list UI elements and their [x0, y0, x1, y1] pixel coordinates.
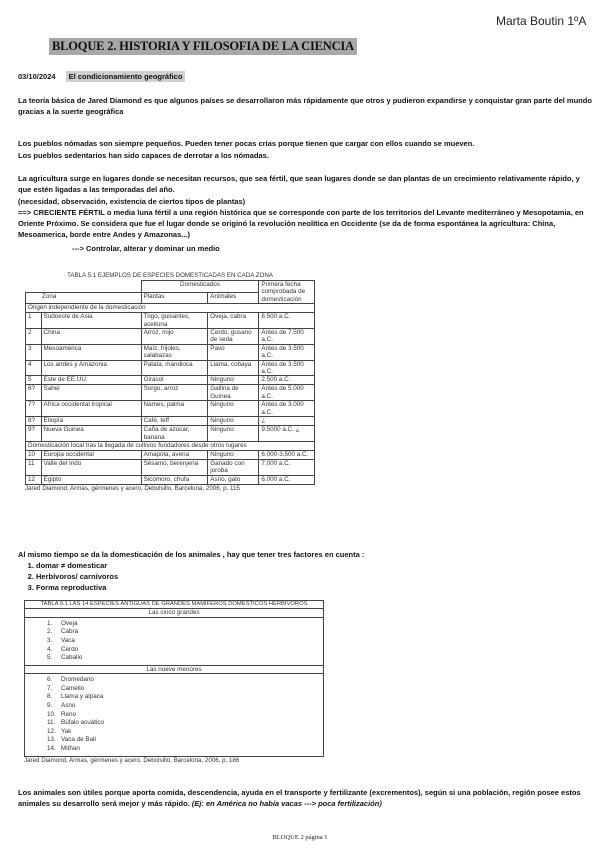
list-number: 11.	[47, 719, 56, 727]
table1-cell-fecha: 9.5000 a.C. ¿	[259, 426, 315, 442]
table1-cell-plantas: Maíz, frijoles, calabazas	[141, 344, 208, 360]
table1-cell-plantas: Ñames, palma	[141, 401, 208, 417]
agriculture-note: (necesidad, observación, existencia de ciertos tipos de plantas)	[18, 197, 246, 206]
list-number: 6.	[47, 676, 53, 684]
list-number: 10.	[47, 710, 56, 718]
table1-cell-n: 3	[26, 344, 42, 360]
table1-row	[26, 401, 315, 417]
table1-first-date-header: Primera fecha comprobada de domesticación	[259, 281, 315, 304]
table1-cell-zona: Sudoeste de Asia	[41, 313, 141, 329]
table1-cell-plantas: Sésamo, berenjena	[141, 459, 208, 475]
table1-cell-fecha: Antes de 3.500 a.C.	[259, 344, 315, 360]
table1-animals-header: Animales	[208, 292, 259, 304]
table1-cell-n: 7?	[26, 401, 42, 417]
table1-cell-animales: Oveja, cabra	[208, 313, 259, 329]
table1-section-row	[26, 441, 315, 450]
control-note: ---> Controlar, alterar y dominar un medio	[72, 244, 220, 253]
table1-cell-zona: Europa occidental	[41, 450, 141, 459]
table1-cell-animales: Llama, cobaya	[208, 360, 259, 376]
table1-cell-animales: Ninguno	[208, 376, 259, 385]
list-text: Yak	[61, 727, 72, 735]
table1-cell-zona: Sahel	[41, 385, 141, 401]
table1-cell-fecha: 2.500 a.C.	[259, 376, 315, 385]
table1-cell-zona: Nueva Guinea	[41, 426, 141, 442]
table1-cell-fecha: ¿	[259, 417, 315, 426]
table2-list-item	[47, 646, 323, 655]
page-footer: BLOQUE 2 página 1	[272, 834, 328, 841]
date-line	[18, 72, 185, 81]
table1-title: TABLA 5.1 EJEMPLOS DE ESPECIES DOMESTICADAS EN CADA ZONA	[67, 272, 273, 279]
table1-cell-zona: Los andes y Amazonia	[41, 360, 141, 376]
list-number: 9.	[47, 701, 53, 709]
table2-list-item	[47, 654, 323, 663]
table1-cell-zona: Este de EE.UU.	[41, 376, 141, 385]
list-text: Camello	[61, 684, 85, 692]
conclusion-paragraph	[18, 787, 594, 809]
table2-list-item	[47, 711, 323, 720]
conclusion-text: Los animales son útiles porque aporta comida, descendencia, ayuda en el transporte y fertilizante (excrementos), según si una población, región posee estos animales su desarrollo será mejor y más rápido.	[18, 788, 581, 808]
date: 03/10/2024	[18, 72, 56, 81]
table2-list-item	[47, 736, 323, 745]
table1-cell-n: 11	[26, 459, 42, 475]
table1-cell-zona: Mesoamérica	[41, 344, 141, 360]
list-text: Llama y alpaca	[61, 693, 104, 701]
table1-cell-zona: Etiopía	[41, 417, 141, 426]
table1-cell-animales: Cerdo, gusano de seda	[208, 329, 259, 345]
table1-cell-fecha: 6.000 a.C.	[259, 475, 315, 484]
table1-group-row	[26, 281, 315, 293]
list-text: Oveja	[61, 619, 78, 627]
table1-cell-plantas: Café, teff	[141, 417, 208, 426]
table1-cell-fecha: Antes de 7.500 a.C.	[259, 329, 315, 345]
list-text: Dromedario	[61, 676, 94, 684]
table1-cell-n: 4	[26, 360, 42, 376]
table1-cell-plantas: Arroz, mijo	[141, 329, 208, 345]
list-number: 4.	[47, 645, 53, 653]
list-text: Caballo	[61, 654, 83, 662]
table2-list1-cell	[25, 617, 324, 665]
table1-cell-fecha: Antes de 3.500 a.C.	[259, 360, 315, 376]
table1-row	[26, 329, 315, 345]
table2-list-item	[47, 628, 323, 637]
table1-row	[26, 376, 315, 385]
table2-title: TABLA 9.1 LAS 14 ESPECIES ANTIGUAS DE GRANDES MAMÍFEROS DOMÉSTICOS HERBÍVOROS	[25, 601, 324, 609]
list-number: 2.	[47, 628, 53, 636]
conclusion-example: (Ej: en América no había vacas ---> poca fertilización)	[191, 799, 382, 808]
herbivores-table	[24, 600, 324, 757]
table2-list-item	[47, 637, 323, 646]
factors-list	[22, 560, 598, 593]
table1-cell-n: 9?	[26, 426, 42, 442]
table1-row	[26, 459, 315, 475]
list-number: 3.	[47, 637, 53, 644]
table2-list-item	[47, 719, 323, 728]
agriculture-paragraph: La agricultura surge en lugares donde se necesitan recursos, que sea fértil, que sean lugares donde se dan plantas de un crecimiento relativamente rápido, y que estén ligadas a las temporadas del año.	[18, 174, 580, 194]
table1-zone-header: Zona	[26, 292, 142, 304]
list-text: Asno	[61, 701, 76, 709]
table1-row	[26, 344, 315, 360]
table1-cell-plantas: Trigo, guisantes, aceituna	[141, 313, 208, 329]
table1-cell-fecha: Antes de 3.000 a.C.	[259, 401, 315, 417]
table1-cell-fecha: 8.500 a.C.	[259, 313, 315, 329]
table1-cell-plantas: Amapola, avena	[141, 450, 208, 459]
table2-group1: Las cinco grandes	[25, 609, 324, 617]
domestication-table	[25, 280, 315, 485]
list-text: Vaca	[61, 637, 75, 644]
table2-list-item	[47, 702, 323, 711]
table1-row	[26, 426, 315, 442]
table1-cell-animales: Ninguno	[208, 450, 259, 459]
table1-row	[26, 417, 315, 426]
list-number: 8.	[47, 693, 53, 701]
table1-cell-plantas: Sorgo, arroz	[141, 385, 208, 401]
sedentary-paragraph: Los pueblos sedentarios han sido capaces de derrotar a los nómadas.	[18, 151, 269, 160]
list-number: 5.	[47, 654, 53, 662]
table1-cell-plantas: Girasol	[141, 376, 208, 385]
table1-cell-animales: Ninguno	[208, 426, 259, 442]
factor-item: 2. Herbívoros/ carnívoros	[36, 571, 598, 582]
table1-cell-n: 8?	[26, 417, 42, 426]
table1-cell-n: 2	[26, 329, 42, 345]
domestication-table-wrapper	[25, 272, 315, 492]
intro-paragraph: La teoría básica de Jared Diamond es que algunos países se desarrollaron más rápidamente que otros y pudieron expandirse y conquistar gran parte del mundo gracias a la suerte geográfica	[18, 96, 592, 116]
list-number: 13.	[47, 736, 56, 744]
table1-cell-n: 5	[26, 376, 42, 385]
table1-row	[26, 385, 315, 401]
table2-group2: Las nueve menores	[25, 665, 324, 673]
table1-row	[26, 313, 315, 329]
table1-cell-fecha: Antes de 5.000 a.C.	[259, 385, 315, 401]
table2-list-item	[47, 745, 323, 754]
table1-cell-fecha: 7.000 a.C.	[259, 459, 315, 475]
table1-cell-plantas: Caña de azúcar, banana	[141, 426, 208, 442]
table1-cell-n: 10	[26, 450, 42, 459]
table2-list-item	[47, 685, 323, 694]
factor-item: 1. domar ≠ domesticar	[36, 560, 598, 571]
topic-title: El condicionamiento geográfico	[66, 71, 186, 82]
nomadic-paragraph: Los pueblos nómadas son siempre pequeños. Pueden tener pocas crías porque tienen que cargar con ellos cuando se mueven.	[18, 139, 475, 148]
table1-source: Jared Diamond, Armas, gérmenes y acero, Debolsillo, Barcelona, 2006, p. 115	[25, 484, 240, 492]
table1-cell-n: 1	[26, 313, 42, 329]
animals-intro: Al mismo tiempo se da la domesticación de los animales , hay que tener tres factores en cuenta :	[18, 550, 365, 559]
crescent-paragraph: ==> CRECIENTE FÉRTIL o media luna fértil a una región histórica que se corresponde con parte de los territorios del Levante mediterráneo y Mesopotamia, en Oriente Próximo. Se considera que fue el lugar donde se originó la revolución neolítica en Occidente (se da de forma espontánea la agricultura: China, Mesoamerica, borde entre Andes y Amazonas...)	[18, 208, 584, 239]
table1-section-row	[26, 304, 315, 313]
list-text: Cerdo	[61, 645, 79, 653]
table1-section2: Domesticación local tras la llegada de cultivos fundadores desde otros lugares	[26, 441, 315, 450]
list-text: Reno	[61, 710, 77, 718]
list-text: Cabra	[61, 628, 79, 636]
table1-cell-animales: Ninguno	[208, 417, 259, 426]
table1-cell-n: 6?	[26, 385, 42, 401]
herbivores-table-wrapper	[24, 600, 324, 764]
table2-list2-cell	[25, 674, 324, 756]
table1-plants-header: Plantas	[141, 292, 208, 304]
table1-cell-animales: Asno, gato	[208, 475, 259, 484]
table1-row	[26, 360, 315, 376]
table1-cell-plantas: Patata, mandioca	[141, 360, 208, 376]
author-name: Marta Boutin 1ºA	[496, 14, 587, 28]
table1-cell-zona: África occidental tropical	[41, 401, 141, 417]
table1-row	[26, 450, 315, 459]
list-text: Mithan	[61, 744, 80, 752]
table1-cell-zona: Egipto	[41, 475, 141, 484]
list-number: 12.	[47, 727, 56, 735]
table1-group-header: Domesticados	[141, 281, 259, 293]
table1-cell-fecha: 6.000-3.500 a.C.	[259, 450, 315, 459]
table1-cell-animales: Gallina de Guinea	[208, 385, 259, 401]
list-number: 1.	[47, 619, 53, 627]
table1-cell-n: 12	[26, 475, 42, 484]
factor-item: 3. Forma reproductiva	[36, 582, 598, 593]
table1-cell-animales: Ninguno	[208, 401, 259, 417]
list-number: 7.	[47, 684, 53, 692]
table2-list-item	[47, 676, 323, 685]
table2-list-item	[47, 728, 323, 737]
list-text: Búfalo acuático	[61, 719, 105, 727]
table1-row	[26, 475, 315, 484]
table2-list-item	[47, 693, 323, 702]
table2-source: Jared Diamond, Armas, gérmenes y acero. Debolsillo, Barcelona, 2006, p. 186	[24, 756, 240, 764]
table1-cell-zona: Valle del Indo	[41, 459, 141, 475]
table1-section1: Origen independiente de la domesticación	[26, 304, 315, 313]
table1-cell-plantas: Sicomoro, chufa	[141, 475, 208, 484]
list-text: Vaca de Bali	[61, 736, 96, 744]
table2-list-item	[47, 620, 323, 629]
table1-cell-animales: Ganado con joroba	[208, 459, 259, 475]
list-number: 14.	[47, 744, 56, 752]
block-title: BLOQUE 2. HISTORIA Y FILOSOFIA DE LA CIENCIA	[49, 38, 357, 55]
table1-cell-animales: Pavo	[208, 344, 259, 360]
table1-cell-zona: China	[41, 329, 141, 345]
